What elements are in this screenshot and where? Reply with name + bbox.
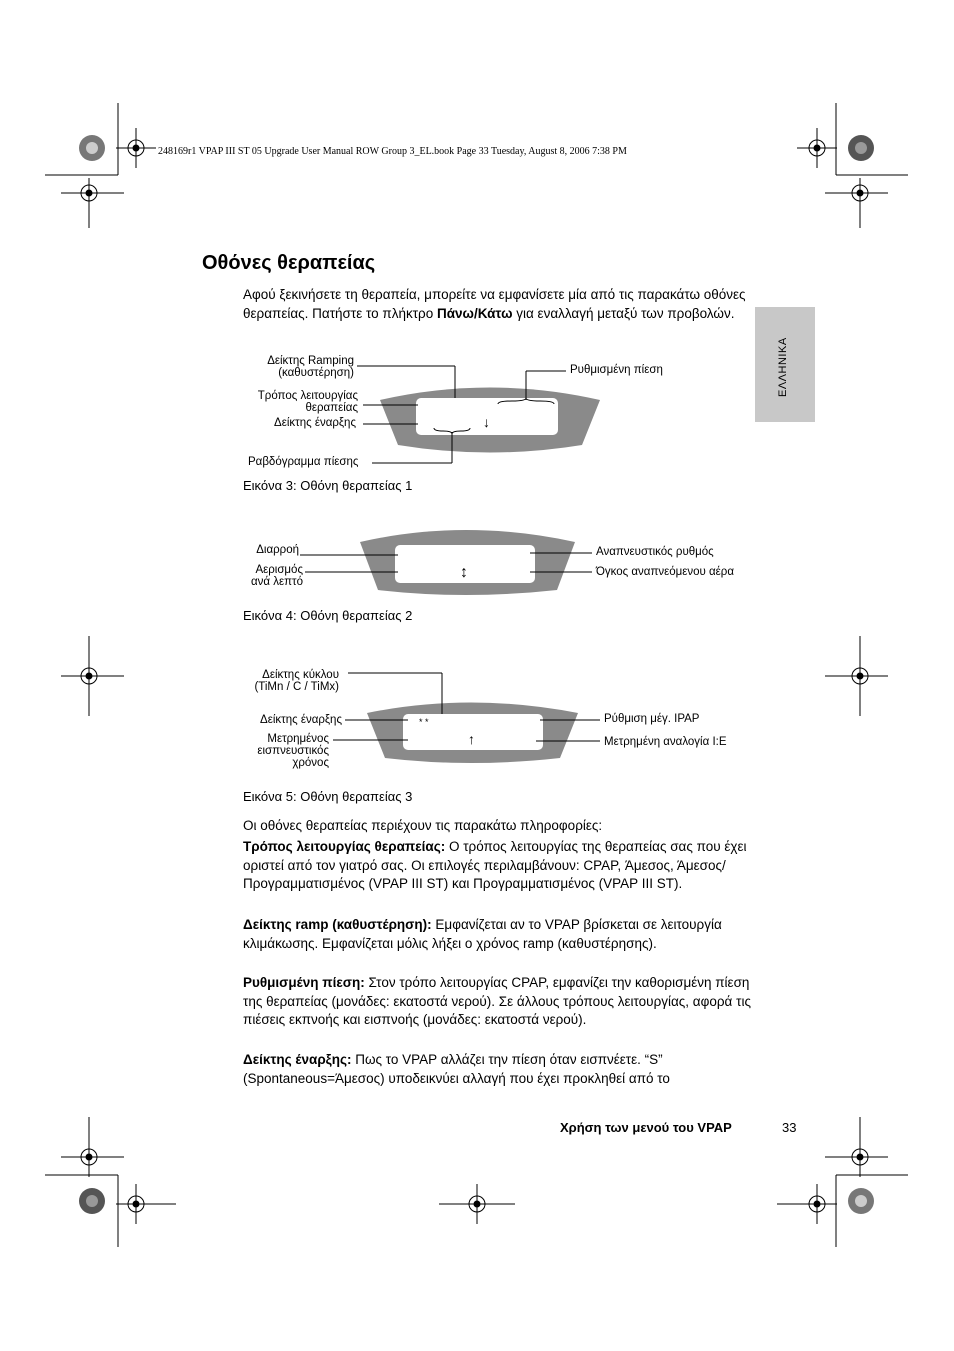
down-arrow-icon: ↓ — [483, 414, 490, 430]
fig5-trigger-label: Δείκτης έναρξης — [260, 714, 342, 726]
fig5-ipap-max-label: Ρύθμιση μέγ. IPAP — [604, 713, 700, 725]
fig5-ie-ratio-label: Μετρημένη αναλογία I:E — [604, 736, 727, 748]
fig3-mode-label: Τρόπος λειτουργίας θεραπείας — [257, 390, 358, 414]
updown-arrow-icon: ↕ — [460, 564, 468, 581]
fig3-bargraph-label: Ραβδόγραμμα πίεσης — [248, 456, 359, 468]
up-arrow-icon: ↑ — [468, 731, 475, 747]
side-tab-label: ΕΛΛΗΝΙΚΑ — [777, 337, 789, 397]
info-intro: Οι οθόνες θεραπείας περιέχουν τις παρακάτω πληροφορίες: — [243, 818, 603, 833]
fig4-resp-rate-label: Αναπνευστικός ρυθμός — [596, 546, 714, 558]
figure5-device — [333, 673, 600, 763]
fig4-leak-label: Διαρροή — [256, 544, 299, 556]
figure3-device — [357, 366, 600, 463]
definition-item: Δείκτης ramp (καθυστέρηση): Εμφανίζεται αν το VPAP βρίσκεται σε λειτουργία κλιμάκωσης. Εμφανίζεται μόλις λήξει ο χρόνος ramp (καθυστέρησης). — [243, 917, 722, 951]
fig4-minute-vent-label: Αερισμός ανά λεπτό — [251, 564, 303, 588]
fig4-tidal-volume-label: Όγκος αναπνεόμενου αέρα — [596, 566, 734, 578]
definition-item: Ρυθμισμένη πίεση: Στον τρόπο λειτουργίας CPAP, εμφανίζει την καθορισμένη πίεση της θεραπείας (μονάδες: εκατοστά νερού). Σε άλλους τρόπους λειτουργίας, αφορά τις πιέσεις εκπνοής και εισπνοής (μονάδες: εκατοστά νερού). — [243, 975, 751, 1027]
fig5-stars: * * — [419, 717, 429, 727]
figure3-caption: Εικόνα 3: Οθόνη θεραπείας 1 — [243, 478, 413, 493]
fig5-ti-label: Μετρημένος εισπνευστικός χρόνος — [257, 733, 329, 769]
fig5-cycle-label: Δείκτης κύκλου (TiMn / C / TiMx) — [254, 669, 339, 693]
figure5-caption: Εικόνα 5: Οθόνη θεραπείας 3 — [243, 789, 413, 804]
figure4-caption: Εικόνα 4: Οθόνη θεραπείας 2 — [243, 608, 413, 623]
key-name: Πάνω/Κάτω — [436, 305, 513, 321]
page-number: 33 — [782, 1120, 797, 1135]
language-side-tab — [755, 307, 815, 422]
fig3-trigger-label: Δείκτης έναρξης — [274, 417, 356, 429]
intro-paragraph: Αφού ξεκινήσετε τη θεραπεία, μπορείτε να εμφανίσετε μία από τις παρακάτω οθόνες θεραπείας. Πατήστε το πλήκτρο Πάνω/Κάτω για εναλλαγή μεταξύ των προβολών. — [243, 287, 746, 321]
footer-title: Χρήση των μενού του VPAP — [560, 1120, 732, 1135]
definition-item: Τρόπος λειτουργίας θεραπείας: Ο τρόπος λειτουργίας της θεραπείας σας που έχει οριστεί από τον γιατρό σας. Οι επιλογές περιλαμβάνουν: CPAP, Άμεσος, Άμεσος/Προγραμματισμένος (VPAP III ST) και Προγραμματισμένος (VPAP III ST). — [243, 839, 747, 891]
fig3-ramp-label: Δείκτης Ramping (καθυστέρηση) — [267, 355, 354, 379]
fig3-set-pressure-label: Ρυθμισμένη πίεση — [570, 364, 663, 376]
section-title: Οθόνες θεραπείας — [202, 252, 376, 274]
definition-item: Δείκτης έναρξης: Πως το VPAP αλλάζει την πίεση όταν εισπνέετε. “S” (Spontaneous=Άμεσος) υποδεικνύει αλλαγή που έχει προκληθεί από το — [243, 1052, 670, 1086]
figure4-device — [300, 530, 592, 595]
print-header-line: 248169r1 VPAP III ST 05 Upgrade User Manual ROW Group 3_EL.book Page 33 Tuesday, August 8, 2006 7:38 PM — [158, 146, 627, 157]
